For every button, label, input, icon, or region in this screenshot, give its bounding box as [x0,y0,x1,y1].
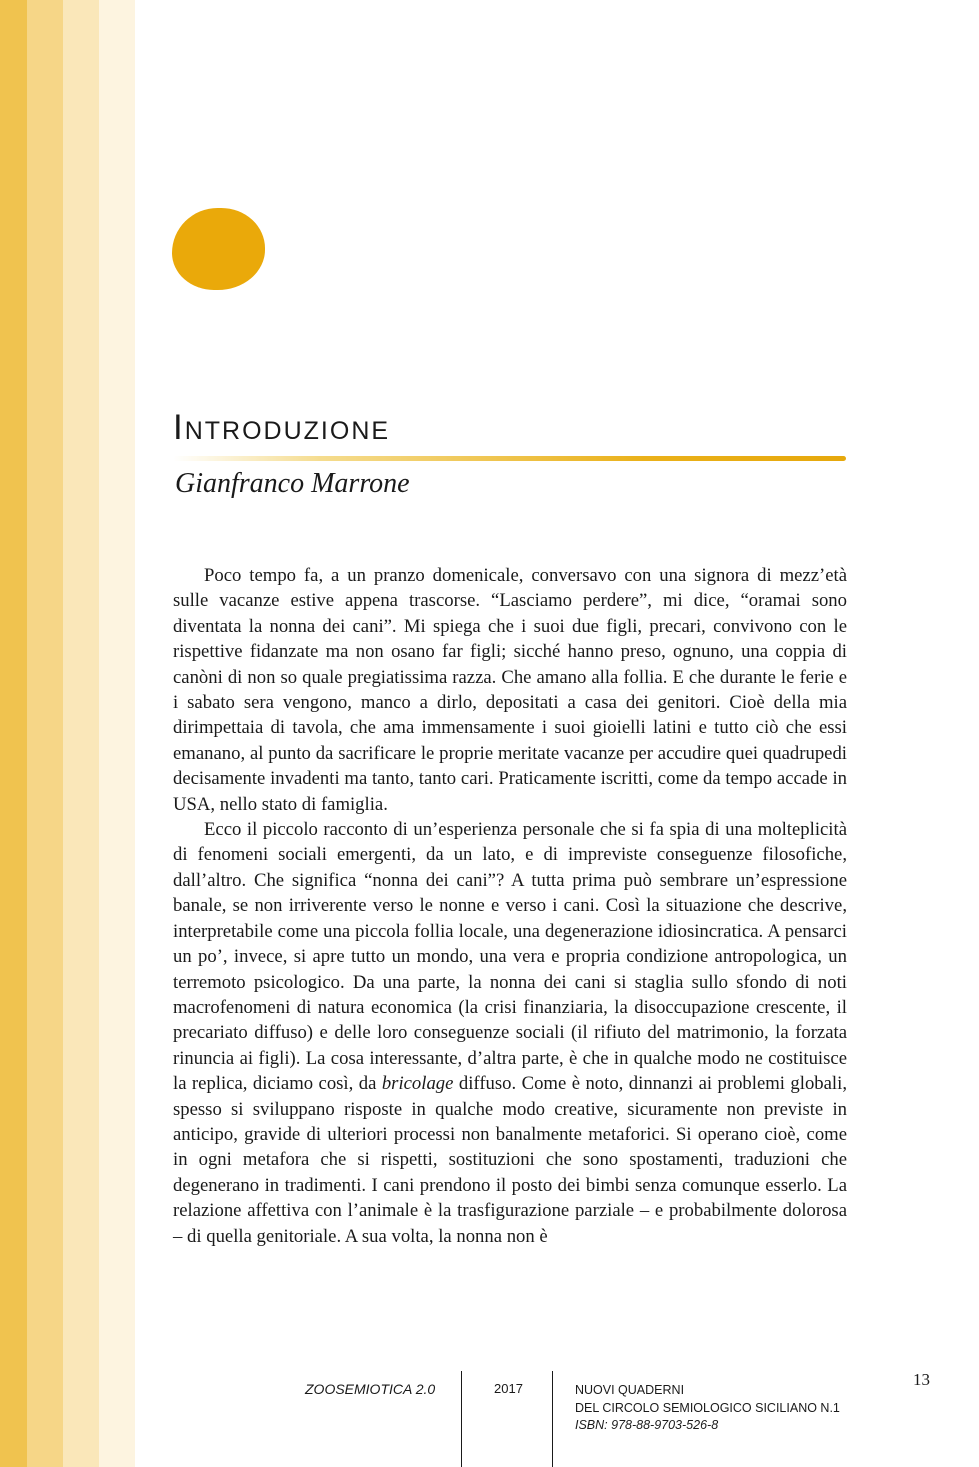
decorative-stripe-1 [0,0,27,1467]
paragraph-1-text: Poco tempo fa, a un pranzo domenicale, conversavo con una signora di mezz’età sulle vacanze estive appena trascorse. “Lasciamo perdere”, mi dice, “oramai sono diventata la nonna dei cani”. Mi spiega che i suoi due figli, precari, convivono con le rispettive fidanzate ma non osano far figli; sicché hanno preso, ognuno, una coppia di canòni di non so quale pregiatissima razza. Che amano alla follia. E che durante le ferie e i sabato sera vengono, manco a dirlo, depositati a casa dei genitori. Cioè della mia dirimpettaia di tavola, che ama immensamente i suoi gioielli latini e tutto ciò che essi emanano, al punto da sacrificare le proprie meritate vacanze per accudire quei quadrupedi decisamente invadenti ma tanto, tanto cari. Praticamente iscritti, come da tempo accade in USA, nello stato di famiglia. [173,565,847,815]
title-rule [173,456,846,461]
footer-year: 2017 [494,1381,523,1396]
footer-series-line-2: DEL CIRCOLO SEMIOLOGICO SICILIANO N.1 [575,1400,840,1415]
decorative-stripe-3 [63,0,99,1467]
paragraph-2-text-after: diffuso. Come è noto, dinnanzi ai problemi globali, spesso si sviluppano risposte in qualche modo creative, sicuramente non previste in anticipo, gravide di ulteriori processi non banalmente metaforici. Si operano cioè, come in ogni metafora che si rispetti, sostituzioni che sono spostamenti, traduzioni che degenerano in tradimenti. I cani prendono il posto dei bimbi senza comunque esserlo. La relazione affettiva con l’animale è la trasfigurazione parziale – e probabilmente dolorosa – di quella genitoriale. A sua volta, la nonna non è [173,1073,847,1247]
paragraph-1 [173,563,847,817]
decorative-stripe-4 [99,0,135,1467]
decorative-blob-icon [172,208,265,290]
footer-isbn: ISBN: 978-88-9703-526-8 [575,1418,719,1432]
paragraph-2-italic-term: bricolage [381,1073,454,1095]
body-text [173,563,847,1249]
footer-divider-1 [461,1371,462,1467]
footer-series [575,1382,840,1435]
footer-divider-2 [552,1371,553,1467]
decorative-stripe-2 [27,0,63,1467]
paragraph-2-text-before: Ecco il piccolo racconto di un’esperienza personale che si fa spia di una molteplicità di fenomeni sociali emergenti, da un lato, e di impreviste conseguenze filosofiche, dall’altro. Che significa “nonna dei cani”? A tutta prima può sembrare un’espressione banale, se non irriverente verso le nonne e verso i cani. Così la situazione che descrive, interpretabile come una piccola follia locale, una degenerazione idiosincratica. A pensarci un po’, invece, si apre tutto un mondo, una vera e propria condizione antropologica, un terremoto psicologico. Da una parte, la nonna dei cani si staglia sullo sfondo di noti macrofenomeni di natura economica (la crisi finanziaria, la disoccupazione crescente, il precariato diffuso) e delle loro conseguenze sociali (il rifiuto del matrimonio, la forzata rinuncia ai figli). La cosa interessante, d’altra parte, è che in qualche modo ne costituisce la replica, diciamo così, da [173,819,847,1095]
chapter-title: Introduzione [173,408,391,447]
footer-journal-title: ZOOSEMIOTICA 2.0 [305,1381,436,1397]
chapter-author: Gianfranco Marrone [175,468,410,499]
paragraph-2 [173,817,847,1249]
footer-series-line-1: NUOVI QUADERNI [575,1383,685,1397]
page-number: 13 [913,1370,930,1389]
